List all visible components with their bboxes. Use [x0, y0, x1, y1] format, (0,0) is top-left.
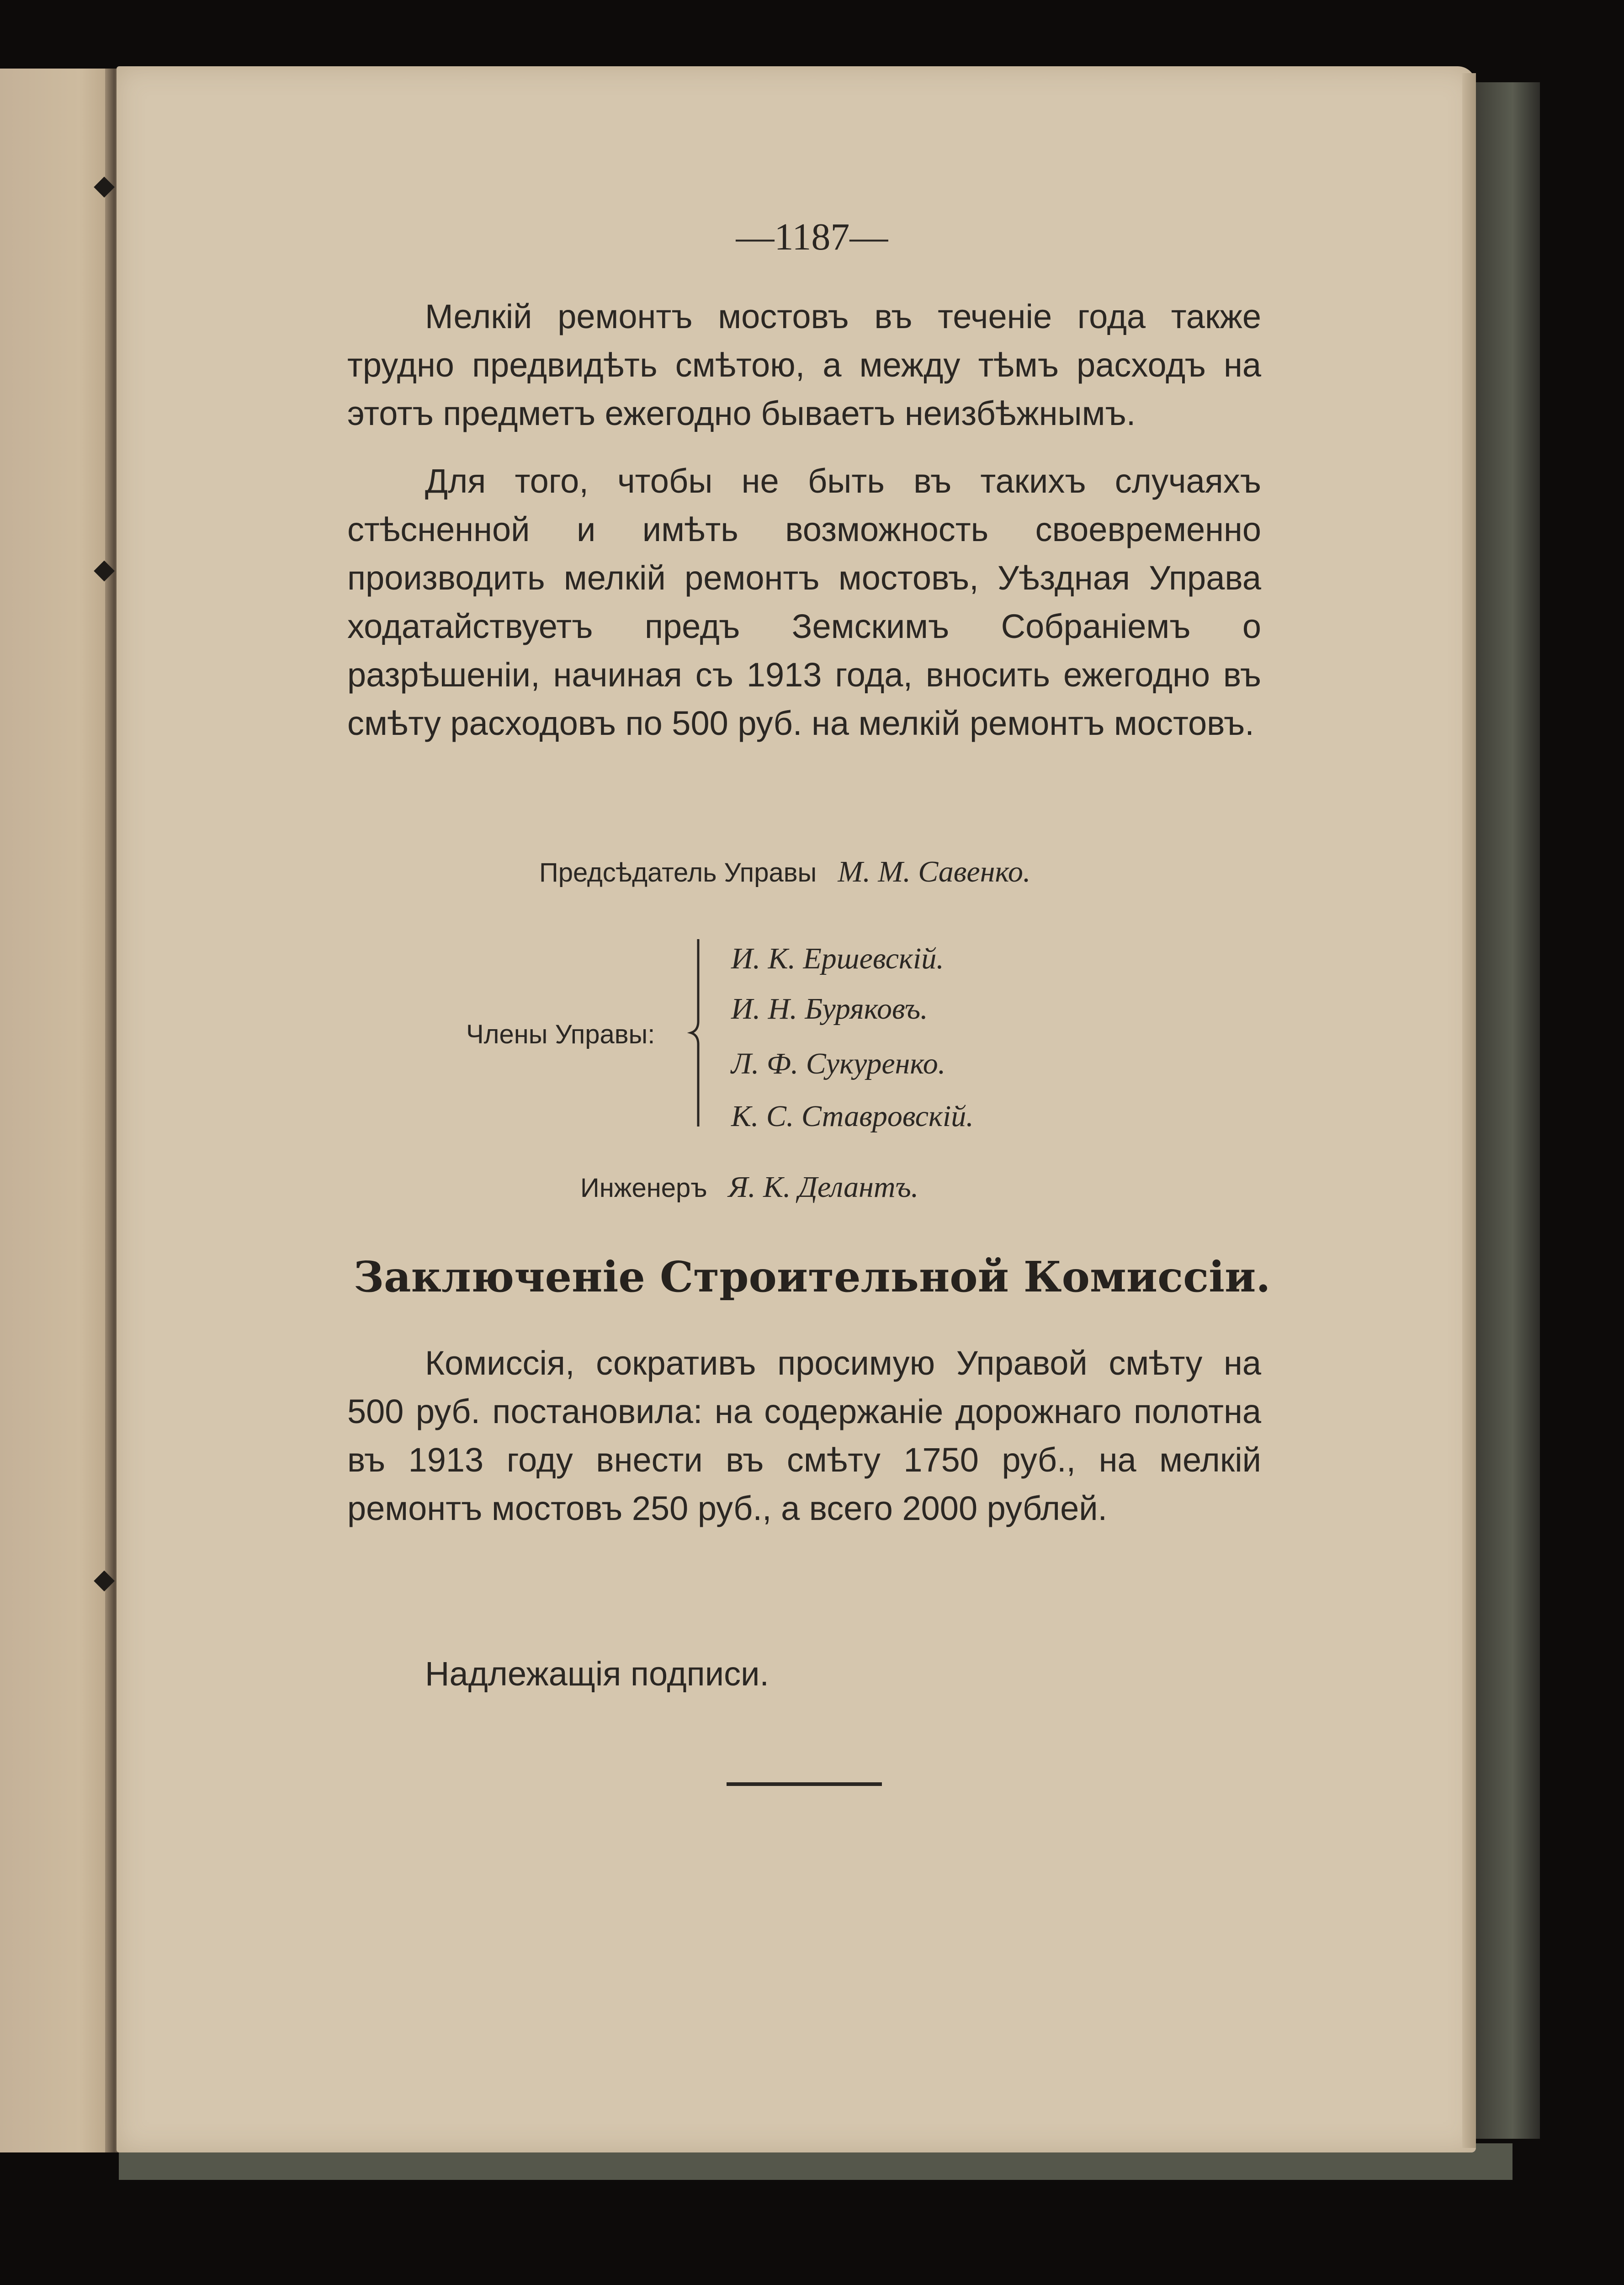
book-cover-edge	[1471, 82, 1540, 2139]
members-label: Члены Управы:	[466, 1020, 655, 1049]
left-page-edge	[0, 69, 114, 2152]
section-heading: Заключеніе Строительной Комиссіи.	[353, 1252, 1271, 1302]
member-name: Л. Ф. Сукуренко.	[731, 1047, 946, 1080]
commission-paragraph: Комиссія, сокративъ просимую Управой смѣту на 500 руб. постановила: на содержаніе дорожнаго полотна въ 1913 году внести въ смѣту 1750 руб., на мелкій ремонтъ мостовъ 250 руб., а всего 2000 рублей.	[347, 1344, 1261, 1527]
engineer-signature	[580, 1170, 918, 1205]
binding-thread-mark: ◆	[94, 169, 115, 201]
paragraph-petition: Для того, чтобы не быть въ такихъ случаяхъ стѣсненной и имѣть возможность своевременно производить мелкій ремонтъ мостовъ, Уѣздная Управа ходатайствуетъ предъ Земскимъ Собраніемъ о разрѣшеніи, начиная съ 1913 года, вносить ежегодно въ смѣту расходовъ по 500 руб. на мелкій ремонтъ мостовъ.	[347, 462, 1261, 742]
page-number: —1187—	[736, 216, 888, 258]
binding-thread-mark: ◆	[94, 1563, 115, 1595]
engineer-name: Я. К. Делантъ.	[728, 1170, 919, 1204]
member-name: К. С. Ставровскій.	[731, 1100, 974, 1133]
paragraph-bridge-repair: Мелкій ремонтъ мостовъ въ теченіе года также трудно предвидѣть смѣтою, а между тѣмъ расходъ на этотъ предметъ ежегодно бываетъ неизбѣжнымъ.	[347, 298, 1261, 432]
chairman-name: М. М. Савенко.	[838, 855, 1031, 888]
chairman-label: Предсѣдатель Управы	[539, 858, 817, 887]
binding-thread-mark: ◆	[94, 553, 115, 585]
page-stack-edge	[1462, 73, 1476, 2148]
engineer-label: Инженеръ	[580, 1173, 707, 1203]
chairman-signature	[539, 855, 1030, 889]
member-name: И. Н. Буряковъ.	[731, 992, 928, 1026]
closing-signatures-note: Надлежащія подписи.	[425, 1655, 769, 1693]
member-name: И. К. Ершевскій.	[731, 942, 944, 975]
members-brace	[685, 937, 704, 1129]
closing-rule	[727, 1782, 882, 1786]
